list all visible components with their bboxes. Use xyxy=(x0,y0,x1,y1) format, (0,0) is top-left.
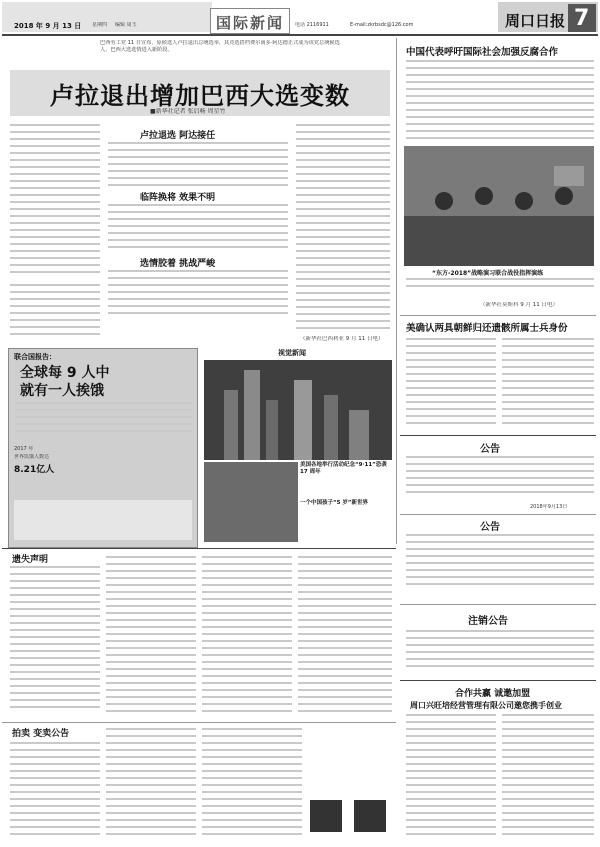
hunger-ad-fig2: 世界饥饿人数达 xyxy=(14,454,50,460)
announcement-1-date: 2018年9月13日 xyxy=(530,504,568,510)
paper-logo: 周口日报 xyxy=(505,12,566,30)
china-tail: （新华社莫斯科 9 月 11 日电） xyxy=(480,302,558,308)
lead-col-4 xyxy=(108,270,288,320)
lost-col-4 xyxy=(298,556,392,716)
page-number: 7 xyxy=(574,6,590,31)
exercise-caption-text xyxy=(406,278,594,296)
kids-photo xyxy=(204,462,298,542)
lead-deck: 巴西劳工党 11 日宣布，原候选人卢拉退出总统选举，其竞选搭档费尔南多·阿达德正式成为该党总统候选人，巴西大选选情进入新阶段。 xyxy=(100,40,340,53)
photo-caption-1: 美国各地举行活动纪念“9·11”恐袭 17 周年 xyxy=(300,462,387,475)
us-headline: 美确认两具朝鲜归还遗骸所属士兵身份 xyxy=(406,323,568,334)
photo-caption-2: 一个中国孩子“5 岁”新世界 xyxy=(300,500,368,506)
hunger-ad-line1: 联合国报告： xyxy=(14,353,56,361)
lead-subhead-1: 卢拉退选 阿达接任 xyxy=(140,131,216,141)
nyc-photo xyxy=(204,360,392,460)
announcement-1-body xyxy=(406,456,594,500)
issue-date: 2018 年 9 月 13 日 xyxy=(14,22,82,30)
page-editor: 编辑 周玉 xyxy=(115,22,137,28)
exercise-caption: “东方-2018”战略演习联合战役指挥演练 xyxy=(432,270,544,277)
hunger-ad-fig3: 8.21亿人 xyxy=(14,465,55,475)
coop-col-2 xyxy=(502,714,594,842)
contact-email: E-mail:zkrbsdc@126.com xyxy=(350,22,414,28)
lost-title: 遗失声明 xyxy=(12,555,49,565)
qr-code-2 xyxy=(354,800,386,832)
lead-subhead-2: 临阵换将 效果不明 xyxy=(140,193,216,203)
auction-col-2 xyxy=(106,728,196,842)
lead-col-3 xyxy=(108,204,288,252)
auction-col-1 xyxy=(10,742,100,842)
lead-col-5 xyxy=(296,124,390,334)
lost-col-3 xyxy=(202,556,292,716)
hunger-ad-illustration xyxy=(14,500,192,540)
lead-headline: 卢拉退出增加巴西大选变数 xyxy=(50,82,350,110)
hunger-ad-line3: 就有一人挨饿 xyxy=(20,383,104,399)
us-col-2 xyxy=(502,338,594,430)
qr-code-1 xyxy=(310,800,342,832)
auction-title: 拍卖 变卖公告 xyxy=(12,729,70,739)
lead-tail: （新华社巴西利亚 9 月 11 日电） xyxy=(300,336,384,342)
lost-col-1 xyxy=(10,566,100,716)
auction-col-3 xyxy=(202,728,302,842)
lead-col-2 xyxy=(108,142,288,186)
hunger-ad-line2: 全球每 9 人中 xyxy=(20,365,110,381)
issue-weekday: 星期四 xyxy=(92,22,108,28)
cancellation-title: 注销公告 xyxy=(468,616,508,627)
section-title: 国际新闻 xyxy=(216,14,285,32)
nyc-photo-graphic xyxy=(204,360,392,460)
coop-col-1 xyxy=(406,714,496,842)
coop-title-1: 合作共赢 诚邀加盟 xyxy=(455,689,531,699)
lost-col-2 xyxy=(106,556,196,716)
announcement-2-title: 公告 xyxy=(480,522,500,533)
exercise-photo-graphic xyxy=(404,146,594,266)
cancellation-body xyxy=(406,630,594,674)
lead-col-1 xyxy=(10,124,100,280)
announcement-2-body xyxy=(406,534,594,590)
exercise-photo xyxy=(404,146,594,266)
announcement-1-title: 公告 xyxy=(480,444,500,455)
contact-phone: 电话 2116911 xyxy=(295,22,329,28)
china-body xyxy=(406,60,594,142)
photo-news-header: 视觉新闻 xyxy=(278,349,306,357)
china-headline: 中国代表呼吁国际社会加强反腐合作 xyxy=(406,47,559,58)
hunger-ad-fig1: 2017 年 xyxy=(14,446,34,452)
us-col-1 xyxy=(406,338,496,430)
lead-col-1b xyxy=(10,284,100,344)
hunger-ad-body xyxy=(16,402,192,442)
coop-title-2: 周口兴旺培经营管理有限公司邀您携手创业 xyxy=(410,701,562,710)
lead-subhead-3: 选情胶着 挑战严峻 xyxy=(140,259,216,269)
lead-byline: ■新华社记者 张启畅 周星竹 xyxy=(150,108,226,115)
